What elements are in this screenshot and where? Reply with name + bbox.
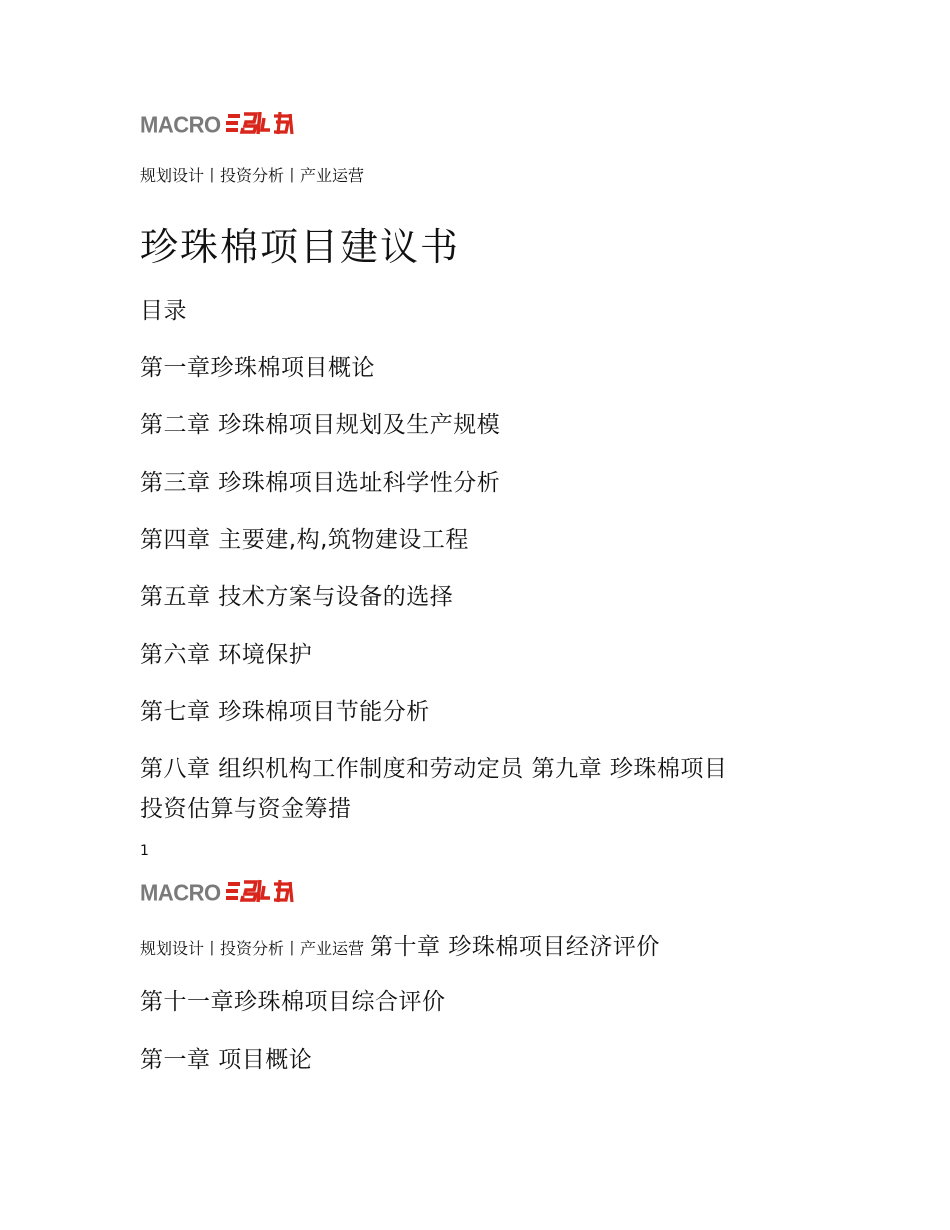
toc-item: 投资估算与资金筹措 [140, 796, 352, 822]
toc-item: 第一章珍珠棉项目概论 [140, 355, 375, 381]
document-title: 珍珠棉项目建议书 [140, 225, 461, 269]
toc-item: 第三章 珍珠棉项目选址科学性分析 [140, 470, 501, 496]
toc-item: 第五章 技术方案与设备的选择 [140, 584, 454, 610]
logo-text: MACRO [140, 879, 221, 906]
toc-item: 第七章 珍珠棉项目节能分析 [140, 699, 430, 725]
toc-item: 第六章 环境保护 [140, 642, 313, 668]
toc-heading: 目录 [140, 298, 187, 324]
company-logo [140, 110, 296, 140]
section-heading: 第一章 项目概论 [140, 1047, 313, 1073]
toc-item: 第十一章珍珠棉项目综合评价 [140, 989, 446, 1015]
logo-text: MACRO [140, 111, 221, 138]
tagline-text: 规划设计丨投资分析丨产业运营 [140, 939, 365, 958]
toc-item: 第四章 主要建,构,筑物建设工程 [140, 527, 469, 553]
tagline-page2 [140, 928, 660, 961]
page-number: 1 [140, 843, 149, 859]
toc-item: 第八章 组织机构工作制度和劳动定员 第九章 珍珠棉项目 [140, 756, 728, 782]
logo-mark-icon [226, 110, 296, 141]
logo-mark-icon [226, 878, 296, 909]
toc-item: 第二章 珍珠棉项目规划及生产规模 [140, 412, 501, 438]
tagline: 规划设计丨投资分析丨产业运营 [140, 166, 365, 185]
toc-item-inline: 第十章 珍珠棉项目经济评价 [370, 934, 660, 960]
company-logo-page2 [140, 878, 296, 908]
